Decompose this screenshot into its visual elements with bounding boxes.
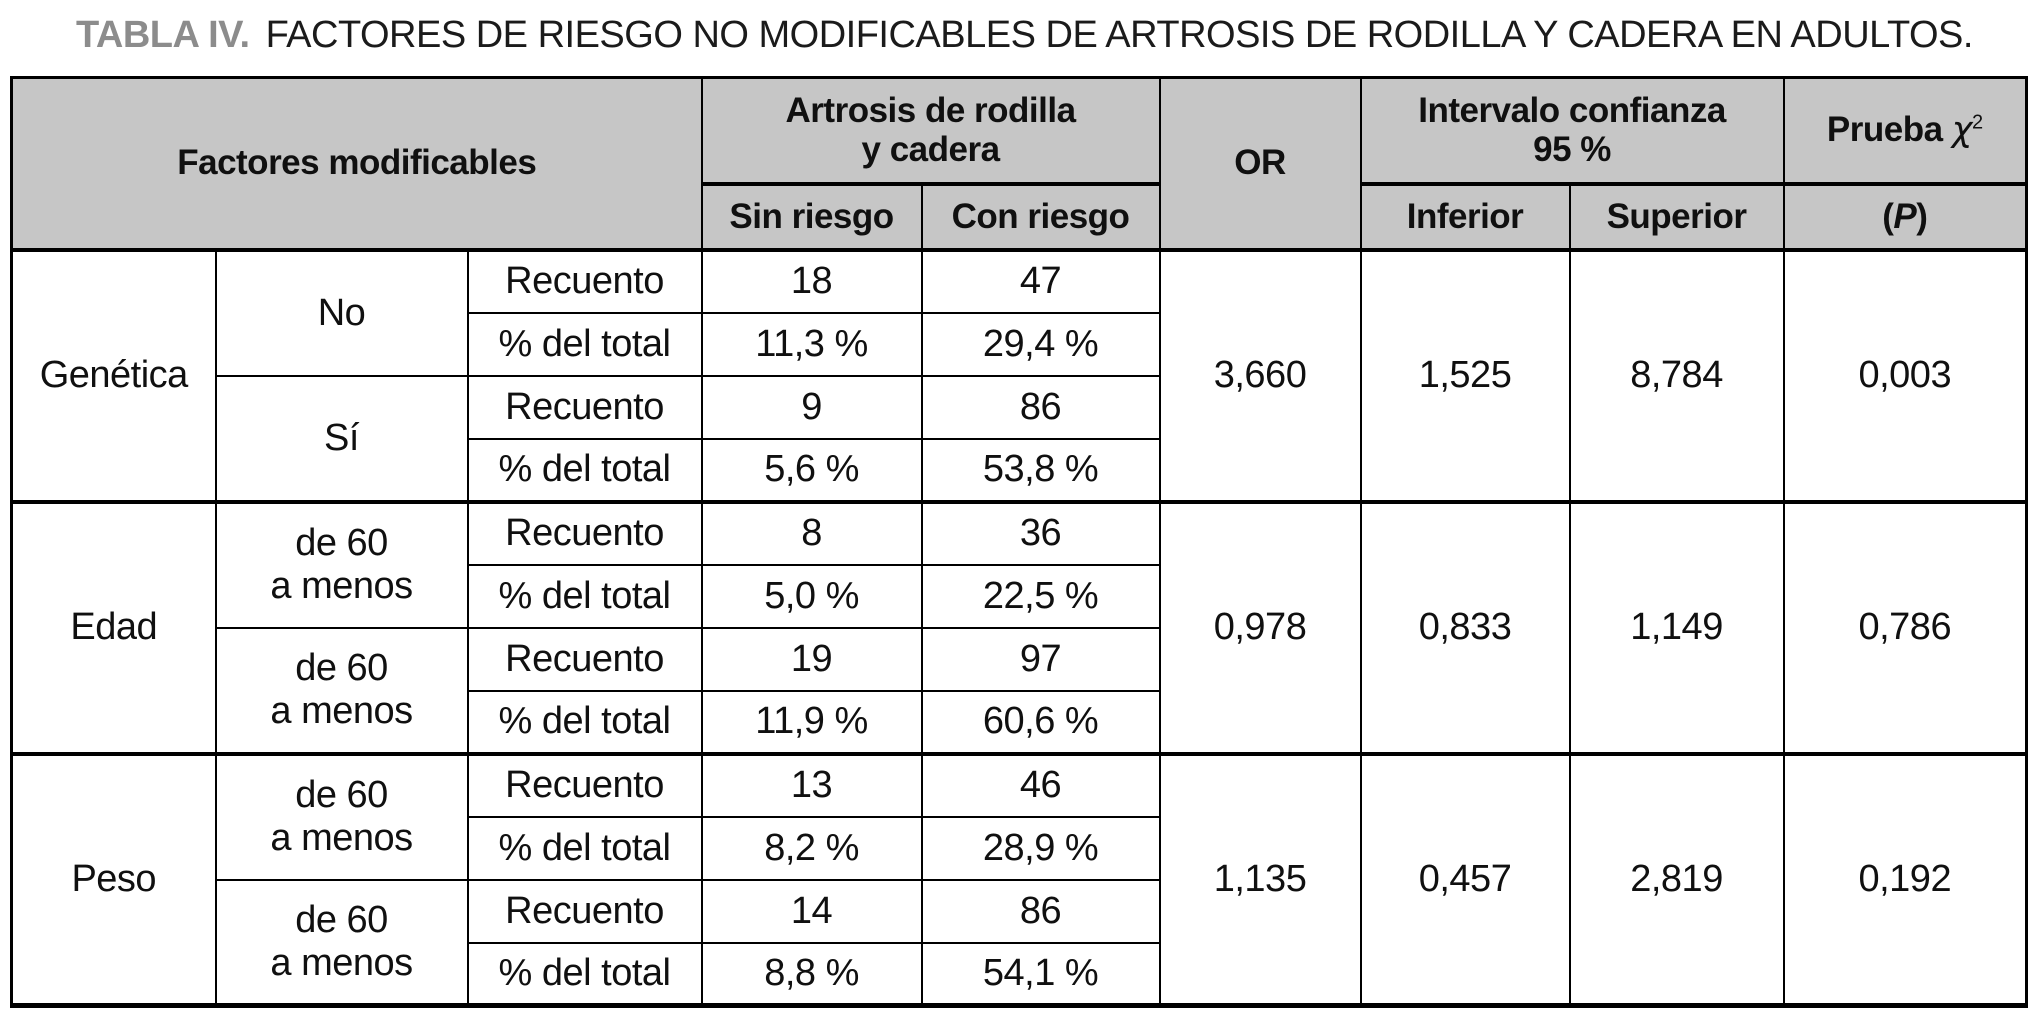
- p-paren-open: (: [1882, 196, 1894, 236]
- value-cell-con-riesgo: 60,6 %: [922, 691, 1160, 754]
- value-cell-sin-riesgo: 11,9 %: [702, 691, 922, 754]
- value-cell-sin-riesgo: 13: [702, 754, 922, 817]
- factor-cell-edad: Edad: [12, 502, 216, 754]
- p-value-cell-genetica: 0,003: [1784, 250, 2027, 502]
- level-line: de 60: [295, 899, 388, 942]
- value-cell-con-riesgo: 54,1 %: [922, 943, 1160, 1006]
- level-cell-edad-1: [216, 502, 468, 628]
- header-artrosis-line2: y cadera: [861, 130, 1000, 170]
- measure-label-pct: % del total: [468, 313, 702, 376]
- ci-inferior-cell-peso: 0,457: [1361, 754, 1570, 1006]
- value-cell-con-riesgo: 97: [922, 628, 1160, 691]
- level-cell-edad-2: [216, 628, 468, 754]
- header-factores-modificables: Factores modificables: [12, 78, 702, 250]
- measure-label-recuento: Recuento: [468, 754, 702, 817]
- measure-label-pct: % del total: [468, 691, 702, 754]
- header-prueba-text: Prueba: [1826, 110, 1943, 150]
- value-cell-con-riesgo: 86: [922, 880, 1160, 943]
- level-line: a menos: [270, 690, 413, 732]
- header-artrosis-line1: Artrosis de rodilla: [785, 91, 1076, 131]
- header-con-riesgo: Con riesgo: [922, 184, 1160, 250]
- level-cell-genetica-si: Sí: [216, 376, 468, 502]
- table-title-text: FACTORES DE RIESGO NO MODIFICABLES DE ARTROSIS DE RODILLA Y CADERA EN ADULTOS.: [265, 14, 1973, 56]
- header-intervalo-line2: 95 %: [1533, 130, 1611, 170]
- row-peso-g1-recuento: [12, 754, 2027, 817]
- measure-label-recuento: Recuento: [468, 628, 702, 691]
- level-line: a menos: [270, 817, 413, 859]
- measure-label-recuento: Recuento: [468, 250, 702, 313]
- table-title: [76, 14, 1973, 57]
- level-cell-peso-2: [216, 880, 468, 1006]
- header-or: OR: [1160, 78, 1361, 250]
- row-edad-g1-recuento: [12, 502, 2027, 565]
- header-artrosis: [702, 78, 1160, 184]
- value-cell-con-riesgo: 22,5 %: [922, 565, 1160, 628]
- chi-symbol: χ: [1951, 110, 1973, 151]
- value-cell-sin-riesgo: 8: [702, 502, 922, 565]
- value-cell-con-riesgo: 29,4 %: [922, 313, 1160, 376]
- value-cell-con-riesgo: 46: [922, 754, 1160, 817]
- ci-superior-cell-peso: 2,819: [1570, 754, 1784, 1006]
- factor-cell-genetica: Genética: [12, 250, 216, 502]
- value-cell-sin-riesgo: 5,6 %: [702, 439, 922, 502]
- value-cell-sin-riesgo: 9: [702, 376, 922, 439]
- level-cell-genetica-no: No: [216, 250, 468, 376]
- header-sin-riesgo: Sin riesgo: [702, 184, 922, 250]
- value-cell-sin-riesgo: 5,0 %: [702, 565, 922, 628]
- header-row-1: [12, 78, 2027, 184]
- or-cell-peso: 1,135: [1160, 754, 1361, 1006]
- measure-label-pct: % del total: [468, 943, 702, 1006]
- row-genetica-no-recuento: [12, 250, 2027, 313]
- value-cell-con-riesgo: 28,9 %: [922, 817, 1160, 880]
- level-cell-peso-1: [216, 754, 468, 880]
- level-line: de 60: [295, 522, 388, 565]
- table-title-label: TABLA IV.: [76, 14, 250, 56]
- value-cell-con-riesgo: 53,8 %: [922, 439, 1160, 502]
- measure-label-recuento: Recuento: [468, 502, 702, 565]
- p-symbol: P: [1893, 196, 1917, 236]
- level-line: de 60: [295, 647, 388, 690]
- ci-superior-cell-genetica: 8,784: [1570, 250, 1784, 502]
- ci-superior-cell-edad: 1,149: [1570, 502, 1784, 754]
- ci-inferior-cell-edad: 0,833: [1361, 502, 1570, 754]
- value-cell-sin-riesgo: 19: [702, 628, 922, 691]
- value-cell-sin-riesgo: 8,2 %: [702, 817, 922, 880]
- header-intervalo-confianza: [1361, 78, 1784, 184]
- value-cell-sin-riesgo: 14: [702, 880, 922, 943]
- value-cell-sin-riesgo: 8,8 %: [702, 943, 922, 1006]
- level-line: a menos: [270, 565, 413, 607]
- or-cell-genetica: 3,660: [1160, 250, 1361, 502]
- value-cell-sin-riesgo: 18: [702, 250, 922, 313]
- value-cell-con-riesgo: 47: [922, 250, 1160, 313]
- level-line: de 60: [295, 774, 388, 817]
- chi-exponent: 2: [1972, 111, 1983, 134]
- value-cell-con-riesgo: 36: [922, 502, 1160, 565]
- value-cell-sin-riesgo: 11,3 %: [702, 313, 922, 376]
- header-inferior: Inferior: [1361, 184, 1570, 250]
- level-line: a menos: [270, 941, 413, 984]
- p-paren-close: ): [1916, 196, 1928, 236]
- ci-inferior-cell-genetica: 1,525: [1361, 250, 1570, 502]
- header-intervalo-line1: Intervalo confianza: [1418, 91, 1726, 131]
- measure-label-recuento: Recuento: [468, 880, 702, 943]
- measure-label-pct: % del total: [468, 565, 702, 628]
- or-cell-edad: 0,978: [1160, 502, 1361, 754]
- header-superior: Superior: [1570, 184, 1784, 250]
- p-value-cell-peso: 0,192: [1784, 754, 2027, 1006]
- risk-factors-table: [10, 76, 2028, 1008]
- factor-cell-peso: Peso: [12, 754, 216, 1006]
- measure-label-pct: % del total: [468, 439, 702, 502]
- header-p-value: [1784, 184, 2027, 250]
- p-value-cell-edad: 0,786: [1784, 502, 2027, 754]
- measure-label-pct: % del total: [468, 817, 702, 880]
- measure-label-recuento: Recuento: [468, 376, 702, 439]
- header-prueba-chi2: [1784, 78, 2027, 184]
- value-cell-con-riesgo: 86: [922, 376, 1160, 439]
